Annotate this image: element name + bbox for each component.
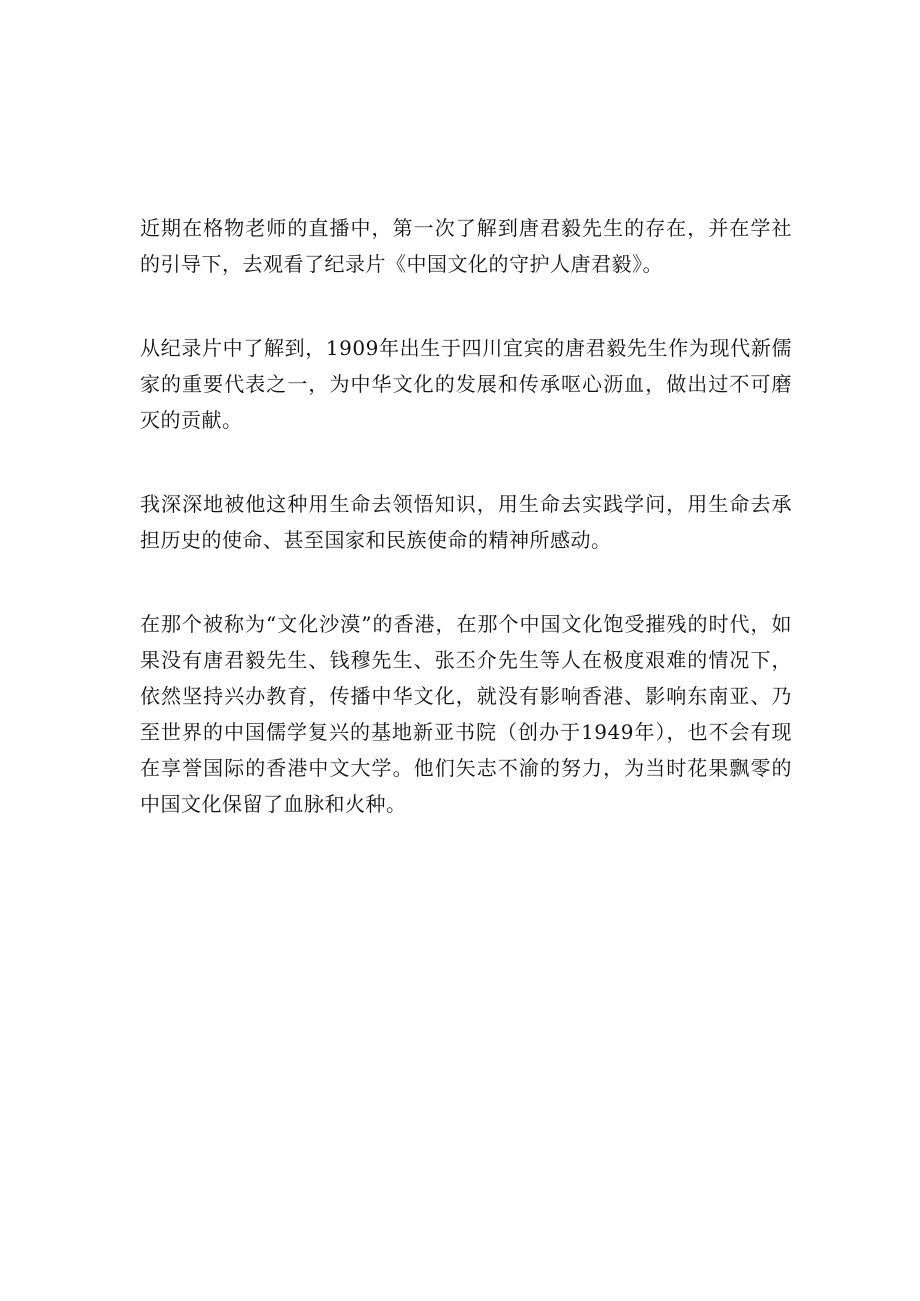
- paragraph-3: 我深深地被他这种用生命去领悟知识，用生命去实践学问，用生命去承担历史的使命、甚至国家和民族使命的精神所感动。: [140, 492, 792, 552]
- paragraph-2: 从纪录片中了解到，1909年出生于四川宜宾的唐君毅先生作为现代新儒家的重要代表之一，为中华文化的发展和传承呕心沥血，做出过不可磨灭的贡献。: [140, 336, 792, 432]
- document-body: [140, 210, 792, 822]
- paragraph-4: 在那个被称为“文化沙漠”的香港，在那个中国文化饱受摧残的时代，如果没有唐君毅先生、钱穆先生、张丕介先生等人在极度艰难的情况下，依然坚持兴办教育，传播中华文化，就没有影响香港、影响东南亚、乃至世界的中国儒学复兴的基地新亚书院（创办于1949年），也不会有现在享誉国际的香港中文大学。他们矢志不渝的努力，为当时花果飘零的中国文化保留了血脉和火种。: [140, 612, 792, 816]
- paragraph-1: 近期在格物老师的直播中，第一次了解到唐君毅先生的存在，并在学社的引导下，去观看了纪录片《中国文化的守护人唐君毅》。: [140, 216, 792, 276]
